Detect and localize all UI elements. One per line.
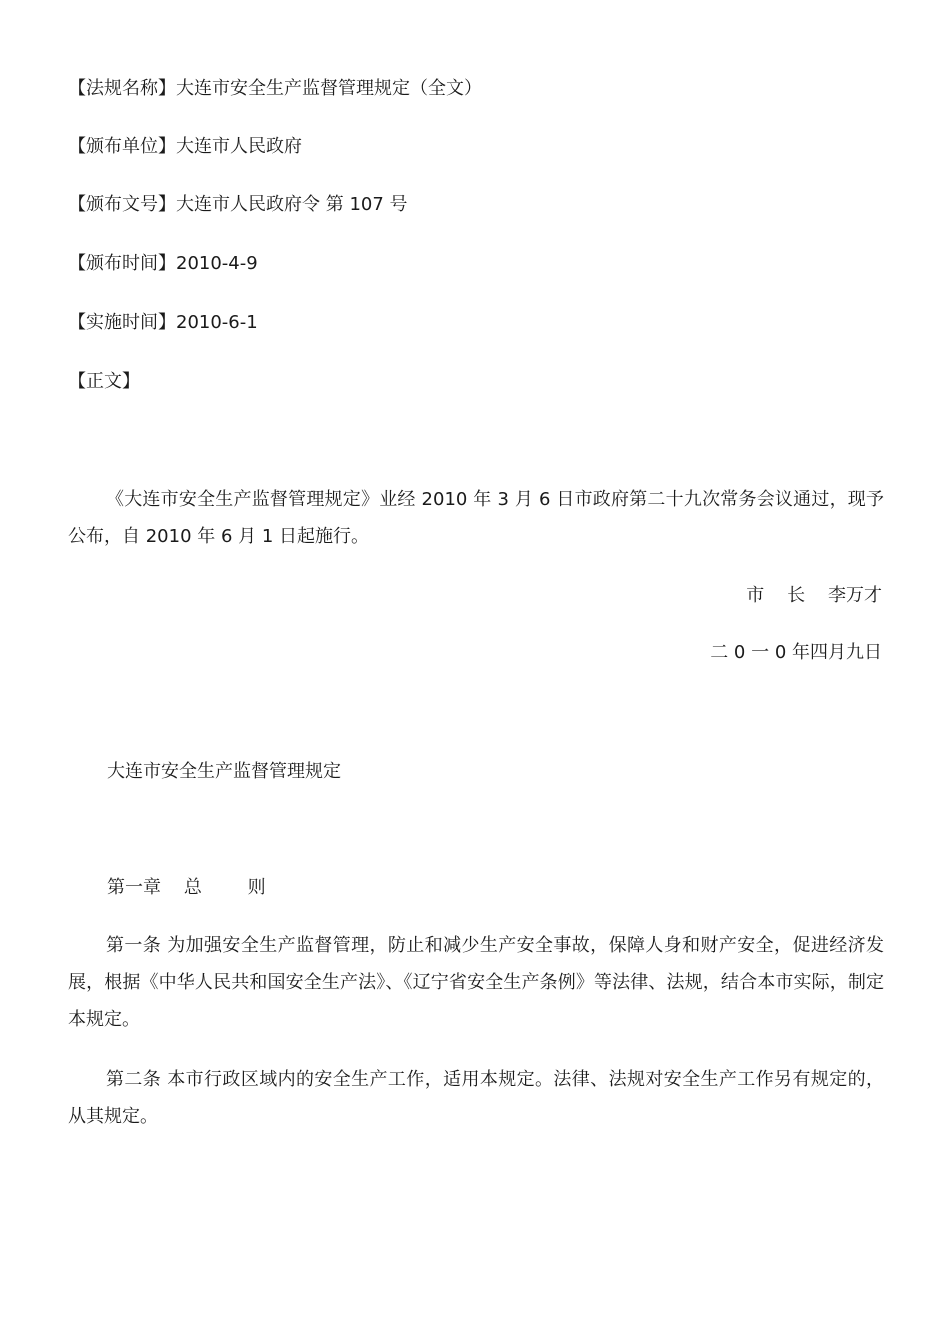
effective-date-line: 【实施时间】2010-6-1 — [68, 312, 258, 333]
regulation-title: 大连市安全生产监督管理规定 — [107, 761, 341, 782]
body-label: 【正文】 — [68, 371, 140, 392]
article-1: 第一条 为加强安全生产监督管理，防止和减少生产安全事故，保障人身和财产安全，促进经济发展，根据《中华人民共和国安全生产法》、《辽宁省安全生产条例》等法律、法规，结合本市实际，制定本规定。 — [68, 935, 884, 1030]
issue-date-line: 【颁布时间】2010-4-9 — [68, 253, 258, 274]
signature-line: 市 长 李万才 — [746, 585, 882, 606]
regulation-name-line: 【法规名称】大连市安全生产监督管理规定（全文） — [68, 78, 482, 99]
signature-date: 二 0 一 0 年四月九日 — [710, 642, 882, 663]
document-number-line: 【颁布文号】大连市人民政府令 第 107 号 — [68, 194, 408, 215]
chapter-heading: 第一章 总 则 — [107, 877, 266, 898]
promulgation-notice: 《大连市安全生产监督管理规定》业经 2010 年 3 月 6 日市政府第二十九次常务会议通过，现予公布，自 2010 年 6 月 1 日起施行。 — [68, 489, 884, 547]
issuer-line: 【颁布单位】大连市人民政府 — [68, 136, 302, 157]
article-2: 第二条 本市行政区域内的安全生产工作，适用本规定。法律、法规对安全生产工作另有规定的，从其规定。 — [68, 1069, 884, 1127]
